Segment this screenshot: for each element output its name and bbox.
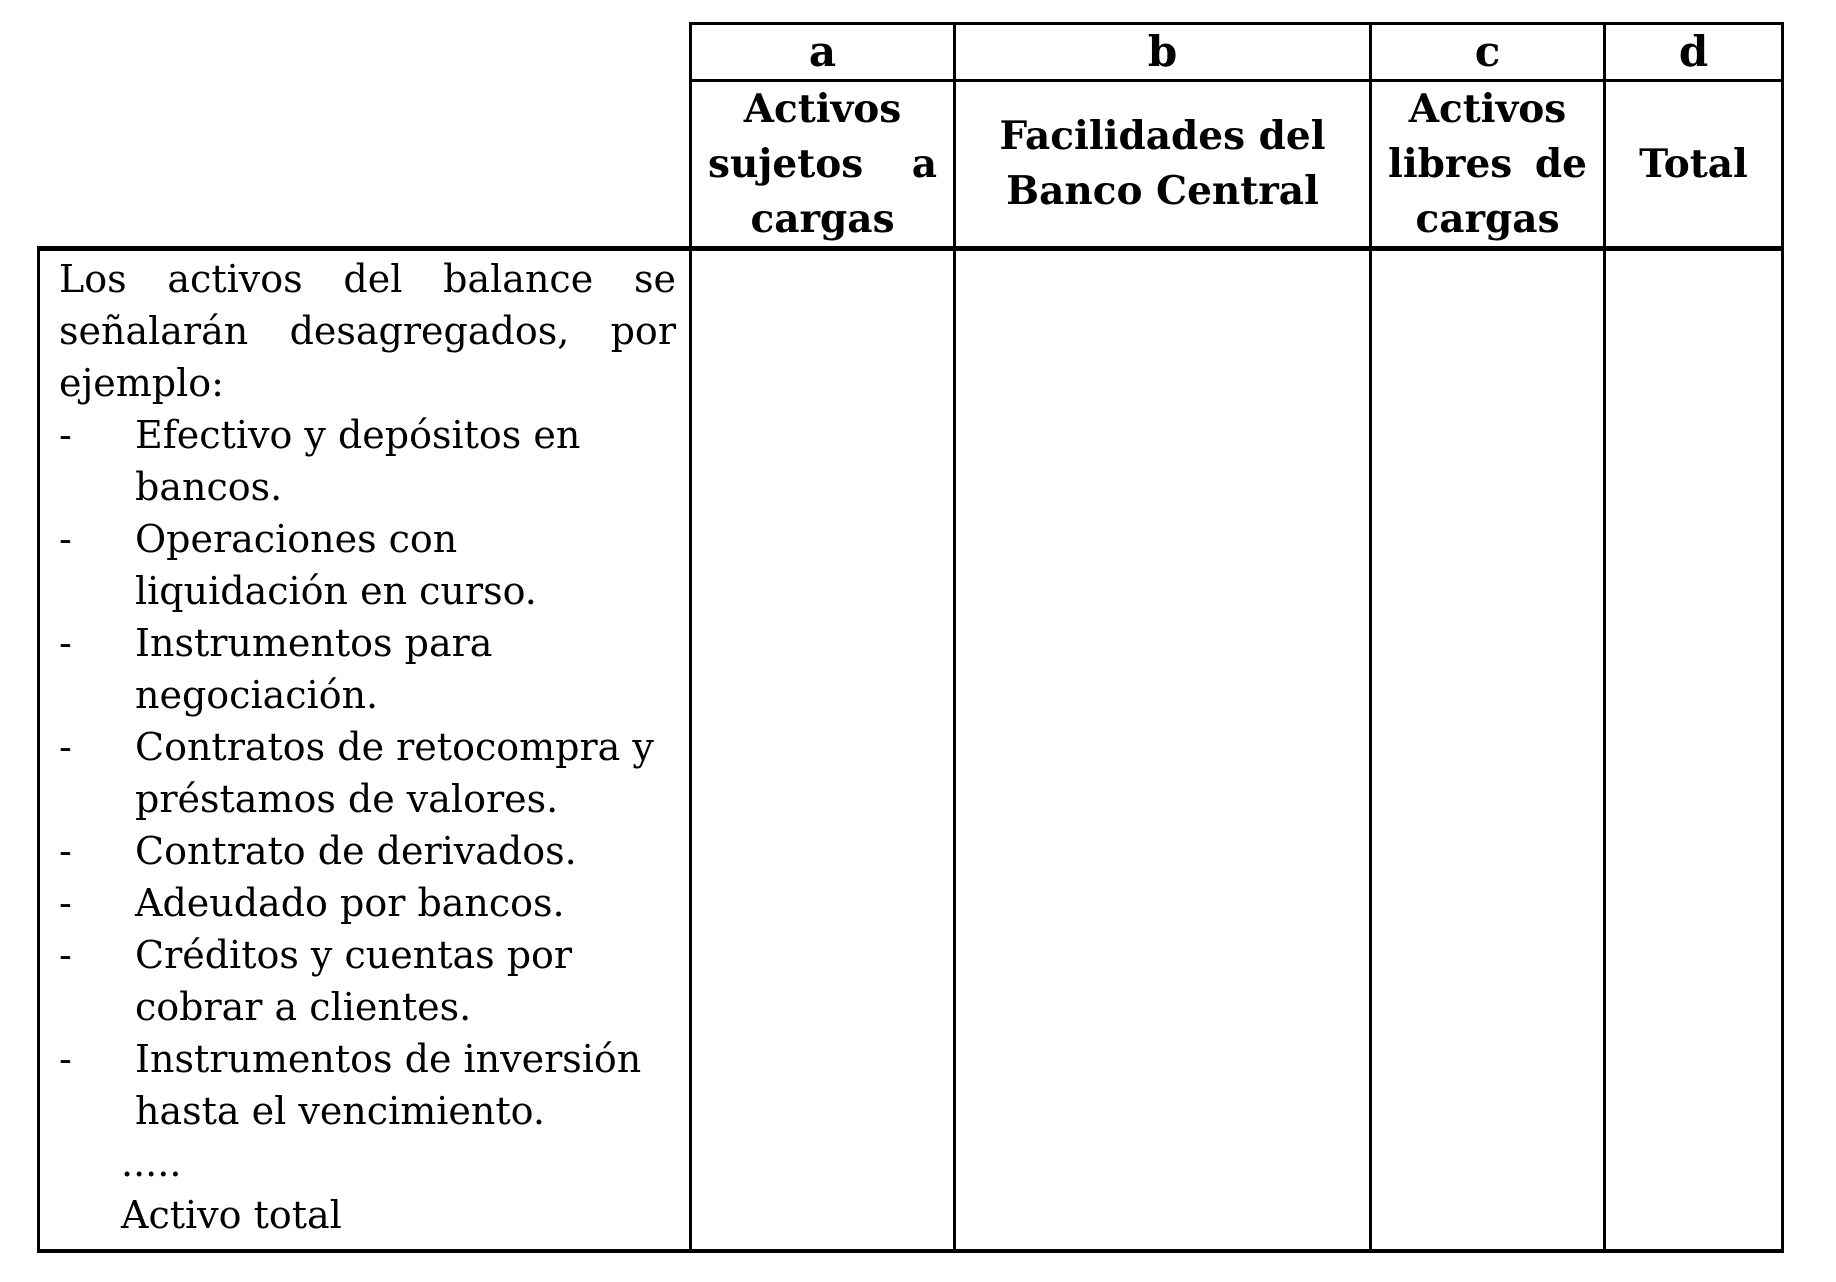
list-item-text: Créditos y cuentas por xyxy=(135,933,573,977)
list-item-marker: - xyxy=(59,621,72,665)
intro-paragraph: Los activos del balance se señalarán desagregados, por ejemplo: xyxy=(59,257,676,405)
column-letter-b: b xyxy=(953,22,1369,79)
list-item xyxy=(59,825,676,877)
list-item-marker: - xyxy=(59,1037,72,1081)
value-cell-b xyxy=(953,246,1369,1253)
list-item-text: préstamos de valores. xyxy=(135,777,559,821)
list-item-marker: - xyxy=(59,829,72,873)
value-cell-a xyxy=(689,246,953,1253)
list-item-text: Efectivo y depósitos en xyxy=(135,413,581,457)
list-item xyxy=(59,409,676,513)
column-letter-d: d xyxy=(1603,22,1784,79)
list-item-marker: - xyxy=(59,881,72,925)
column-header-total: Total xyxy=(1603,79,1784,246)
column-letter-c: c xyxy=(1369,22,1603,79)
list-item-text: Adeudado por bancos. xyxy=(135,881,565,925)
list-item-text: Operaciones con xyxy=(135,517,458,561)
list-item-text: bancos. xyxy=(135,465,283,509)
list-item-marker: - xyxy=(59,413,72,457)
header-spacer-cell-bottom xyxy=(37,79,689,246)
list-item xyxy=(59,929,676,1033)
list-item-text: Instrumentos para xyxy=(135,621,493,665)
list-item-text: negociación. xyxy=(135,673,379,717)
asset-list xyxy=(59,409,676,1137)
row-description-cell xyxy=(37,246,689,1253)
list-item-text: Contrato de derivados. xyxy=(135,829,577,873)
column-letter-a: a xyxy=(689,22,953,79)
list-item-text: liquidación en curso. xyxy=(135,569,537,613)
value-cell-d xyxy=(1603,246,1784,1253)
list-item xyxy=(59,513,676,617)
header-spacer-cell-top xyxy=(37,22,689,79)
ellipsis-line: ..... xyxy=(121,1141,182,1185)
list-item-text: Contratos de retocompra y xyxy=(135,725,654,769)
total-row-label: Activo total xyxy=(121,1193,342,1237)
list-item-text: Instrumentos de inversión xyxy=(135,1037,642,1081)
list-item-text: cobrar a clientes. xyxy=(135,985,472,1029)
column-header-activos-libres-de-cargas: Activos libres de cargas xyxy=(1369,79,1603,246)
column-header-activos-sujetos-a-cargas: Activos sujetos a cargas xyxy=(689,79,953,246)
list-item-marker: - xyxy=(59,725,72,769)
list-item xyxy=(59,721,676,825)
assets-encumbrance-table xyxy=(37,22,1784,1253)
list-item-text: hasta el vencimiento. xyxy=(135,1089,545,1133)
list-item xyxy=(59,1033,676,1137)
list-item xyxy=(59,617,676,721)
column-header-facilidades-del-banco-central: Facilidades del Banco Central xyxy=(953,79,1369,246)
list-item-marker: - xyxy=(59,517,72,561)
list-item xyxy=(59,877,676,929)
list-item-marker: - xyxy=(59,933,72,977)
value-cell-c xyxy=(1369,246,1603,1253)
